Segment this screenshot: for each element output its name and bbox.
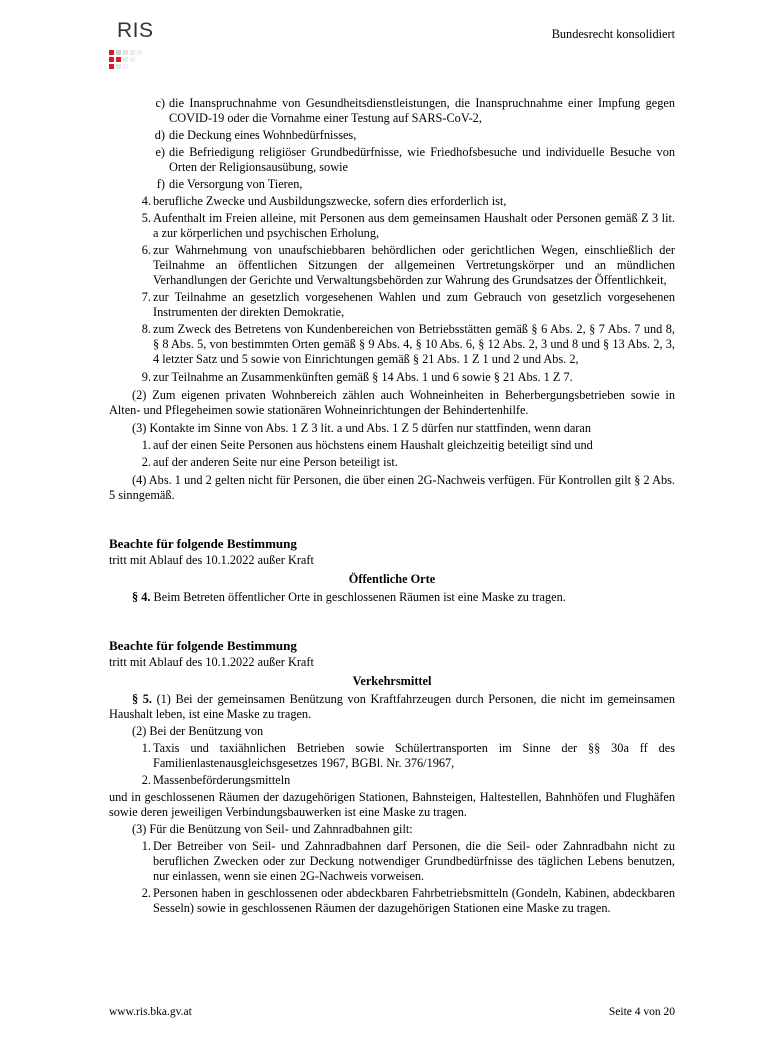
logo-square-grey bbox=[123, 57, 128, 62]
paragraph-4: § 4. Beim Betreten öffentlicher Orte in geschlossenen Räumen ist eine Maske zu tragen. bbox=[132, 590, 566, 604]
document-body bbox=[109, 96, 675, 916]
list-item: 7. zur Teilnahme an gesetzlich vorgesehenen Wahlen und zum Gebrauch von gesetzlich vorgesehenen Instrumenten der direkten Demokratie, bbox=[141, 290, 675, 319]
section-heading: Verkehrsmittel bbox=[352, 674, 432, 688]
list-item: f) die Versorgung von Tieren, bbox=[156, 177, 303, 191]
paragraph-number: § 5. bbox=[132, 692, 152, 706]
absatz-4: (4) Abs. 1 und 2 gelten nicht für Personen, die über einen 2G-Nachweis verfügen. Für Kontrollen gilt § 2 Abs. 5 sinngemäß. bbox=[109, 473, 675, 502]
list-item: 4. berufliche Zwecke und Ausbildungszwecke, sofern dies erforderlich ist, bbox=[141, 194, 507, 208]
list-main bbox=[109, 194, 675, 385]
list-item: 9. zur Teilnahme an Zusammenkünften gemäß § 14 Abs. 1 und 6 sowie § 21 Abs. 1 Z 7. bbox=[141, 370, 573, 384]
list-item: 1. Der Betreiber von Seil- und Zahnradbahnen darf Personen, die die Seil- oder Zahnradbahn nicht zu beruflichen Zwecken oder zur Deckung notwendiger Grundbedürfnisse des täglichen Lebens benutzen, nur einlassen, wenn sie einen 2G-Nachweis vorweisen. bbox=[141, 839, 675, 883]
note-text: tritt mit Ablauf des 10.1.2022 außer Kraft bbox=[109, 655, 314, 669]
paragraph-5: § 5. (1) Bei der gemeinsamen Benützung von Kraftfahrzeugen durch Personen, die nicht im gemeinsamen Haushalt leben, ist eine Maske zu tragen. bbox=[109, 692, 675, 721]
list-item: 1. Taxis und taxiähnlichen Betrieben sowie Schülertransporten im Sinne der §§ 30a ff des Familienlastenausgleichsgesetzes 1967, BGBl. Nr. 376/1967, bbox=[141, 741, 675, 770]
logo-text: RIS bbox=[117, 19, 154, 42]
logo-square-grey bbox=[116, 50, 121, 55]
logo-square-red bbox=[116, 57, 121, 62]
page-number: Seite 4 von 20 bbox=[608, 1006, 675, 1018]
logo-square-grey bbox=[130, 50, 135, 55]
list-item: 8. zum Zweck des Betretens von Kundenbereichen von Betriebsstätten gemäß § 6 Abs. 2, § 7 Abs. 7 und 8, § 8 Abs. 5, von bestimmten Orten gemäß § 9 Abs. 4, § 10 Abs. 6, § 12 Abs. 2, 3 und 8 und § 13 Abs. 2, 3, 4 letzter Satz und 5 sowie von Einrichtungen gemäß § 21 Abs. 1 Z 1 und 2 und Abs. 2, bbox=[141, 322, 675, 366]
note-title: Beachte für folgende Bestimmung bbox=[109, 638, 297, 653]
absatz-2: (2) Bei der Benützung von bbox=[132, 724, 264, 738]
absatz-3: (3) Für die Benützung von Seil- und Zahnradbahnen gilt: bbox=[132, 822, 413, 836]
footer-url[interactable]: www.ris.bka.gv.at bbox=[109, 1006, 192, 1018]
logo-square-grey bbox=[116, 64, 121, 69]
header-title: Bundesrecht konsolidiert bbox=[551, 27, 675, 41]
absatz-2-tail: und in geschlossenen Räumen der dazugehörigen Stationen, Bahnsteigen, Haltestellen, Bahnhöfen und Flughäfen sowie deren jeweiligen Verbindungsbauwerken ist eine Maske zu tragen. bbox=[109, 790, 675, 819]
ris-logo bbox=[109, 19, 169, 70]
logo-square-red bbox=[109, 50, 114, 55]
list-item: c) die Inanspruchnahme von Gesundheitsdienstleistungen, die Inanspruchnahme einer Impfung gegen COVID-19 oder die Vornahme einer Testung auf SARS-CoV-2, bbox=[155, 96, 675, 125]
paragraph-number: § 4. bbox=[132, 590, 151, 604]
list-top bbox=[109, 96, 675, 192]
absatz-3: (3) Kontakte im Sinne von Abs. 1 Z 3 lit. a und Abs. 1 Z 5 dürfen nur stattfinden, wenn daran bbox=[132, 421, 592, 435]
section-heading: Öffentliche Orte bbox=[348, 572, 436, 586]
note-text: tritt mit Ablauf des 10.1.2022 außer Kraft bbox=[109, 553, 314, 567]
list-item: 5. Aufenthalt im Freien alleine, mit Personen aus dem gemeinsamen Haushalt oder Personen gemäß Z 3 lit. a zur körperlichen und psychischen Erholung, bbox=[141, 211, 675, 240]
logo-square-red bbox=[109, 64, 114, 69]
logo-square-grey bbox=[137, 50, 142, 55]
logo-square-grey bbox=[123, 50, 128, 55]
logo-square-grey bbox=[123, 64, 128, 69]
list-item: 2. Personen haben in geschlossenen oder abdeckbaren Fahrbetriebsmitteln (Gondeln, Kabinen, abdeckbaren Sesseln) sowie in geschlossenen Räumen der dazugehörigen Stationen eine Maske zu tragen. bbox=[141, 886, 675, 915]
absatz-2: (2) Zum eigenen privaten Wohnbereich zählen auch Wohneinheiten in Beherbergungsbetrieben sowie in Alten- und Pflegeheimen sowie stationären Wohneinrichtungen der Behindertenhilfe. bbox=[109, 388, 675, 417]
logo-square-grey bbox=[130, 57, 135, 62]
note-title: Beachte für folgende Bestimmung bbox=[109, 536, 297, 551]
logo-square-red bbox=[109, 57, 114, 62]
list-item: 6. zur Wahrnehmung von unaufschiebbaren behördlichen oder gerichtlichen Wegen, einschließlich der Teilnahme an öffentlichen Sitzungen der allgemeinen Vertretungskörper und an mündlichen Verhandlungen der Gerichte und Verwaltungsbehörden zur Wahrung des Grundsatzes der Öffentlichkeit, bbox=[141, 243, 675, 287]
list-item: e) die Befriedigung religiöser Grundbedürfnisse, wie Friedhofsbesuche und individuelle Besuche von Orten der Religionsausübung, sowie bbox=[155, 145, 675, 174]
list-item: 2. auf der anderen Seite nur eine Person beteiligt ist. bbox=[141, 455, 398, 469]
list-item: d) die Deckung eines Wohnbedürfnisses, bbox=[154, 128, 357, 142]
list-item: 1. auf der einen Seite Personen aus höchstens einem Haushalt gleichzeitig beteiligt sind und bbox=[141, 438, 593, 452]
list-item: 2. Massenbeförderungsmitteln bbox=[141, 773, 291, 787]
